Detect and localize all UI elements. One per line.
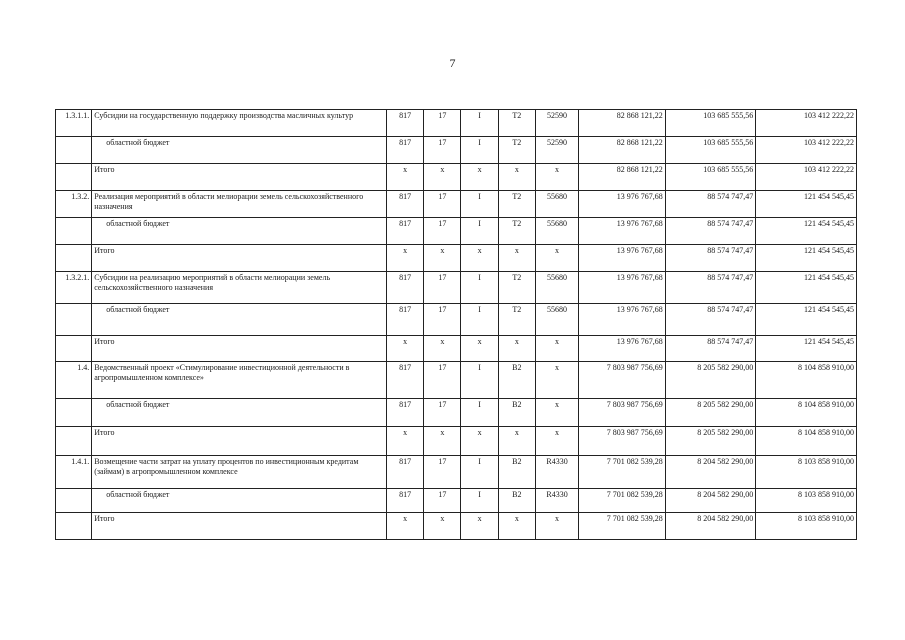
- cell-item-number: [56, 164, 92, 191]
- cell-code-type: x: [461, 427, 498, 456]
- cell-code-program: 17: [424, 191, 461, 218]
- cell-item-number: [56, 137, 92, 164]
- cell-code-direction: 55680: [535, 218, 578, 245]
- cell-item-number: [56, 399, 92, 427]
- cell-item-number: 1.3.2.1.: [56, 272, 92, 304]
- cell-code-project: T2: [498, 137, 535, 164]
- cell-code-project: B2: [498, 399, 535, 427]
- cell-item-number: [56, 489, 92, 513]
- cell-code-project: x: [498, 336, 535, 362]
- cell-code-ministry: x: [387, 164, 424, 191]
- cell-amount-year-1: 7 803 987 756,69: [579, 362, 666, 399]
- cell-amount-year-1: 13 976 767,68: [579, 336, 666, 362]
- cell-code-direction: x: [535, 399, 578, 427]
- cell-amount-year-2: 88 574 747,47: [665, 272, 756, 304]
- cell-item-number: [56, 245, 92, 272]
- table-row: [56, 272, 857, 304]
- table-row: [56, 427, 857, 456]
- cell-amount-year-2: 103 685 555,56: [665, 164, 756, 191]
- table-row: [56, 304, 857, 336]
- cell-amount-year-1: 7 701 082 539,28: [579, 513, 666, 540]
- cell-amount-year-2: 88 574 747,47: [665, 245, 756, 272]
- cell-amount-year-3: 103 412 222,22: [756, 110, 857, 137]
- cell-code-program: x: [424, 164, 461, 191]
- cell-amount-year-2: 88 574 747,47: [665, 304, 756, 336]
- cell-code-direction: x: [535, 362, 578, 399]
- cell-code-project: T2: [498, 218, 535, 245]
- cell-item-name: областной бюджет: [92, 218, 387, 245]
- cell-code-program: 17: [424, 110, 461, 137]
- cell-code-project: T2: [498, 191, 535, 218]
- cell-amount-year-1: 7 803 987 756,69: [579, 427, 666, 456]
- cell-amount-year-3: 103 412 222,22: [756, 164, 857, 191]
- cell-code-ministry: 817: [387, 191, 424, 218]
- cell-item-name: областной бюджет: [92, 304, 387, 336]
- cell-code-type: I: [461, 456, 498, 489]
- cell-item-name: Итого: [92, 513, 387, 540]
- table-row: [56, 164, 857, 191]
- cell-item-number: [56, 304, 92, 336]
- cell-amount-year-3: 103 412 222,22: [756, 137, 857, 164]
- cell-code-ministry: x: [387, 336, 424, 362]
- cell-code-type: I: [461, 137, 498, 164]
- cell-code-type: I: [461, 218, 498, 245]
- cell-code-direction: x: [535, 513, 578, 540]
- cell-amount-year-3: 121 454 545,45: [756, 336, 857, 362]
- cell-code-program: x: [424, 427, 461, 456]
- cell-amount-year-1: 7 803 987 756,69: [579, 399, 666, 427]
- cell-code-program: 17: [424, 399, 461, 427]
- cell-item-name: Субсидии на реализацию мероприятий в области мелиорации земель сельскохозяйственного назначения: [92, 272, 387, 304]
- cell-code-direction: 55680: [535, 272, 578, 304]
- cell-code-direction: 55680: [535, 191, 578, 218]
- cell-code-ministry: 817: [387, 456, 424, 489]
- cell-item-name: Итого: [92, 336, 387, 362]
- table-row: [56, 110, 857, 137]
- cell-amount-year-2: 8 204 582 290,00: [665, 513, 756, 540]
- cell-code-type: x: [461, 164, 498, 191]
- cell-amount-year-2: 8 205 582 290,00: [665, 399, 756, 427]
- cell-code-program: 17: [424, 304, 461, 336]
- cell-code-ministry: x: [387, 513, 424, 540]
- cell-code-project: B2: [498, 456, 535, 489]
- cell-amount-year-1: 82 868 121,22: [579, 137, 666, 164]
- cell-item-name: Субсидии на государственную поддержку производства масличных культур: [92, 110, 387, 137]
- cell-code-direction: x: [535, 427, 578, 456]
- cell-code-type: I: [461, 110, 498, 137]
- cell-code-direction: R4330: [535, 489, 578, 513]
- table-row: [56, 336, 857, 362]
- cell-amount-year-2: 103 685 555,56: [665, 110, 756, 137]
- cell-code-program: 17: [424, 218, 461, 245]
- cell-amount-year-3: 8 103 858 910,00: [756, 513, 857, 540]
- cell-item-number: 1.3.1.1.: [56, 110, 92, 137]
- cell-code-type: x: [461, 336, 498, 362]
- table-row: [56, 245, 857, 272]
- table-row: [56, 456, 857, 489]
- cell-code-type: I: [461, 399, 498, 427]
- cell-code-ministry: 817: [387, 399, 424, 427]
- cell-code-type: I: [461, 191, 498, 218]
- cell-amount-year-2: 8 204 582 290,00: [665, 456, 756, 489]
- cell-item-name: Итого: [92, 245, 387, 272]
- cell-amount-year-2: 8 205 582 290,00: [665, 362, 756, 399]
- cell-code-ministry: 817: [387, 137, 424, 164]
- cell-amount-year-2: 8 204 582 290,00: [665, 489, 756, 513]
- cell-item-number: 1.4.1.: [56, 456, 92, 489]
- cell-amount-year-2: 88 574 747,47: [665, 191, 756, 218]
- cell-code-ministry: 817: [387, 489, 424, 513]
- cell-code-direction: 55680: [535, 304, 578, 336]
- cell-code-ministry: 817: [387, 218, 424, 245]
- table-row: [56, 191, 857, 218]
- cell-item-number: 1.4.: [56, 362, 92, 399]
- cell-item-name: Итого: [92, 164, 387, 191]
- cell-code-project: T2: [498, 304, 535, 336]
- cell-amount-year-1: 82 868 121,22: [579, 164, 666, 191]
- cell-code-project: B2: [498, 362, 535, 399]
- cell-amount-year-2: 88 574 747,47: [665, 336, 756, 362]
- cell-code-type: x: [461, 245, 498, 272]
- cell-amount-year-3: 121 454 545,45: [756, 191, 857, 218]
- cell-code-program: x: [424, 245, 461, 272]
- cell-code-project: x: [498, 427, 535, 456]
- cell-item-name: областной бюджет: [92, 489, 387, 513]
- cell-amount-year-3: 121 454 545,45: [756, 304, 857, 336]
- cell-amount-year-1: 13 976 767,68: [579, 272, 666, 304]
- cell-code-project: T2: [498, 110, 535, 137]
- cell-code-direction: 52590: [535, 137, 578, 164]
- cell-code-project: T2: [498, 272, 535, 304]
- cell-code-project: B2: [498, 489, 535, 513]
- cell-code-type: x: [461, 513, 498, 540]
- cell-code-program: 17: [424, 489, 461, 513]
- cell-code-program: x: [424, 513, 461, 540]
- cell-item-name: Ведомственный проект «Стимулирование инвестиционной деятельности в агропромышленном комплексе»: [92, 362, 387, 399]
- table-row: [56, 218, 857, 245]
- cell-amount-year-1: 82 868 121,22: [579, 110, 666, 137]
- budget-table: [55, 109, 857, 540]
- cell-amount-year-3: 8 103 858 910,00: [756, 456, 857, 489]
- cell-amount-year-1: 13 976 767,68: [579, 218, 666, 245]
- cell-item-number: [56, 427, 92, 456]
- cell-code-program: 17: [424, 362, 461, 399]
- cell-amount-year-3: 121 454 545,45: [756, 245, 857, 272]
- cell-code-type: I: [461, 489, 498, 513]
- cell-code-type: I: [461, 362, 498, 399]
- cell-amount-year-3: 8 104 858 910,00: [756, 399, 857, 427]
- cell-code-ministry: 817: [387, 272, 424, 304]
- cell-code-program: 17: [424, 456, 461, 489]
- cell-item-name: Возмещение части затрат на уплату процентов по инвестиционным кредитам (займам) в агропромышленном комплексе: [92, 456, 387, 489]
- cell-code-program: 17: [424, 137, 461, 164]
- cell-item-number: [56, 218, 92, 245]
- cell-code-type: I: [461, 272, 498, 304]
- cell-code-program: 17: [424, 272, 461, 304]
- cell-amount-year-1: 7 701 082 539,28: [579, 456, 666, 489]
- cell-code-program: x: [424, 336, 461, 362]
- table-row: [56, 489, 857, 513]
- cell-code-direction: R4330: [535, 456, 578, 489]
- cell-item-name: областной бюджет: [92, 137, 387, 164]
- cell-amount-year-1: 13 976 767,68: [579, 245, 666, 272]
- cell-amount-year-3: 121 454 545,45: [756, 272, 857, 304]
- cell-code-project: x: [498, 513, 535, 540]
- cell-amount-year-1: 13 976 767,68: [579, 304, 666, 336]
- cell-code-direction: x: [535, 336, 578, 362]
- cell-amount-year-3: 8 103 858 910,00: [756, 489, 857, 513]
- cell-code-type: I: [461, 304, 498, 336]
- cell-code-project: x: [498, 164, 535, 191]
- cell-code-direction: x: [535, 164, 578, 191]
- table-row: [56, 513, 857, 540]
- cell-amount-year-1: 7 701 082 539,28: [579, 489, 666, 513]
- cell-amount-year-2: 103 685 555,56: [665, 137, 756, 164]
- cell-amount-year-2: 8 205 582 290,00: [665, 427, 756, 456]
- cell-code-ministry: 817: [387, 362, 424, 399]
- cell-code-direction: x: [535, 245, 578, 272]
- cell-item-number: [56, 336, 92, 362]
- cell-code-ministry: 817: [387, 110, 424, 137]
- budget-table-body: [56, 110, 857, 540]
- table-row: [56, 399, 857, 427]
- cell-code-ministry: x: [387, 245, 424, 272]
- cell-item-name: областной бюджет: [92, 399, 387, 427]
- cell-amount-year-2: 88 574 747,47: [665, 218, 756, 245]
- cell-item-name: Реализация мероприятий в области мелиорации земель сельскохозяйственного назначения: [92, 191, 387, 218]
- cell-item-number: [56, 513, 92, 540]
- cell-amount-year-1: 13 976 767,68: [579, 191, 666, 218]
- cell-code-ministry: 817: [387, 304, 424, 336]
- cell-amount-year-3: 121 454 545,45: [756, 218, 857, 245]
- cell-item-name: Итого: [92, 427, 387, 456]
- cell-code-ministry: x: [387, 427, 424, 456]
- cell-code-direction: 52590: [535, 110, 578, 137]
- cell-amount-year-3: 8 104 858 910,00: [756, 427, 857, 456]
- table-row: [56, 137, 857, 164]
- cell-code-project: x: [498, 245, 535, 272]
- cell-amount-year-3: 8 104 858 910,00: [756, 362, 857, 399]
- table-row: [56, 362, 857, 399]
- page-number: 7: [449, 56, 456, 70]
- cell-item-number: 1.3.2.: [56, 191, 92, 218]
